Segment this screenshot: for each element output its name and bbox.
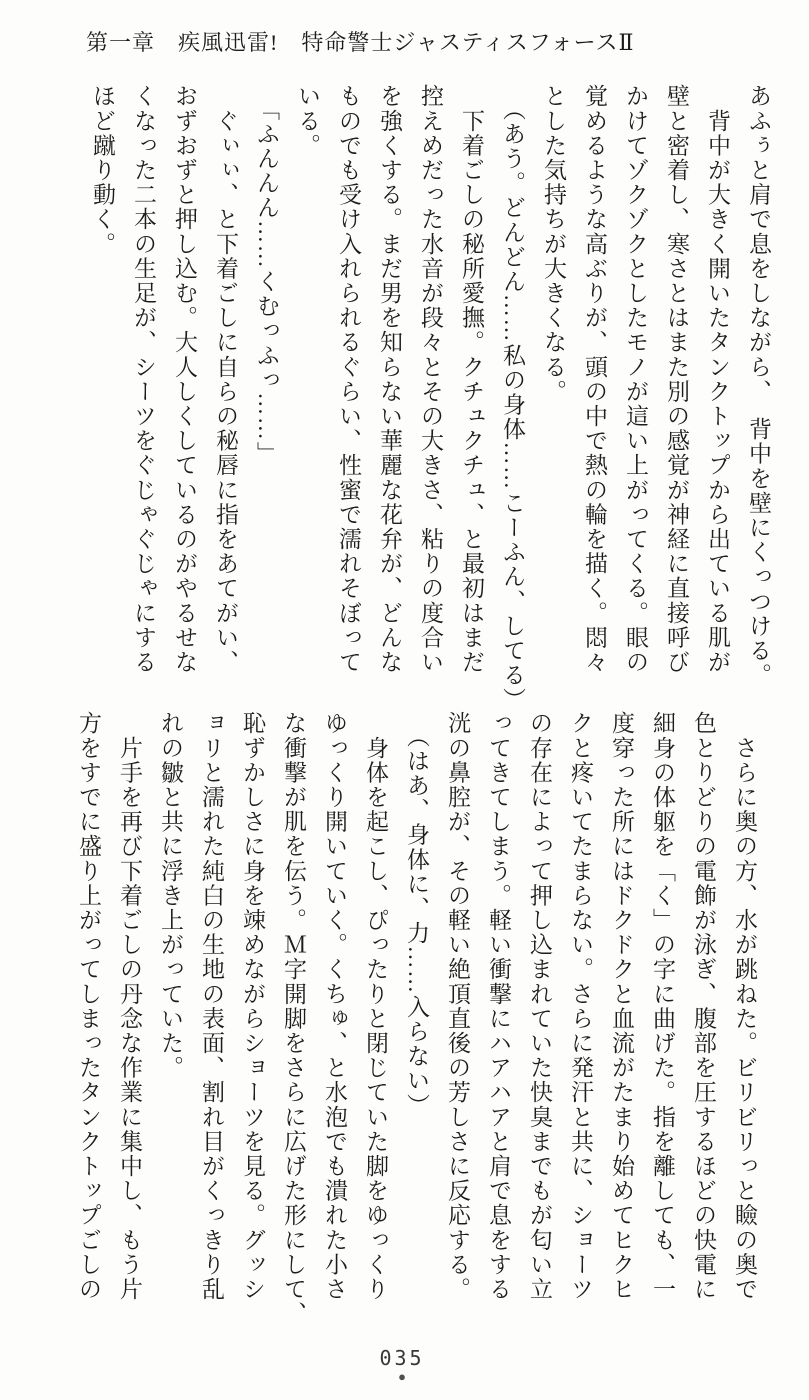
- text-line: れの皺と共に浮き上がっていた。: [158, 711, 183, 1080]
- text-line: 背中が大きく開いたタンクトップから出ている肌が: [705, 84, 730, 675]
- text-line: あふぅと肩で息をしながら、 背中を壁にくっつける。: [746, 84, 771, 688]
- text-line: ものでも受け入れられるぐらい、性蜜で濡れそぼって: [336, 84, 361, 675]
- text-line: な衝撃が肌を伝う。Ｍ字開脚をさらに広げた形にして、: [281, 711, 306, 1326]
- text-line: ゆっくり開いていく。くちゅ、と水泡でも潰れた小さ: [322, 711, 347, 1302]
- text-line: 方をすでに盛り上がってしまったタンクトップごしの: [76, 711, 101, 1302]
- text-line: （あう。どんどん……私の身体……こーふん、してる）: [500, 84, 525, 713]
- text-line: くなった二本の生足が、シーツをぐじゃぐじゃにする: [131, 84, 156, 675]
- text-line: 壁と密着し、寒さとはまた別の感覚が神経に直接呼び: [664, 84, 689, 675]
- text-line: 控えめだった水音が段々とその大きさ、粘りの度合い: [418, 84, 443, 675]
- text-line: ぐぃぃ、と下着ごしに自らの秘唇に指をあてがい、: [213, 84, 238, 675]
- text-line: 細身の体躯を「く」の字に曲げた。指を離しても、一: [650, 711, 675, 1302]
- text-line: ほど蹴り動く。: [90, 84, 115, 257]
- text-line: 色とりどりの電飾が泳ぎ、腹部を圧するほどの快電に: [691, 711, 716, 1302]
- text-line: いる。: [295, 84, 320, 158]
- text-line: 身体を起こし、ぴったりと閉じていた脚をゆっくり: [363, 711, 388, 1302]
- text-block-upper: [82, 84, 779, 734]
- page-number: 035: [379, 1346, 425, 1370]
- text-line: さらに奥の方、水が跳ねた。ビリビリっと瞼の奥で: [732, 711, 757, 1302]
- text-line: とした気持ちが大きくなる。: [541, 84, 566, 404]
- text-line: の存在によって押し込まれていた快臭までもが匂い立: [527, 711, 552, 1302]
- text-line: を強くする。まだ男を知らない華麗な花弁が、どんな: [377, 84, 402, 675]
- chapter-header: 第一章 疾風迅雷! 特命警士ジャスティスフォースⅡ: [86, 30, 635, 55]
- text-line: （はあ、身体に、力……入らない）: [404, 711, 429, 1118]
- text-block-lower: [68, 711, 765, 1345]
- text-line: 洸の鼻腔が、その軽い絶頂直後の芳しさに反応する。: [445, 711, 470, 1302]
- text-line: 度穿った所にはドクドクと血流がたまり始めてヒクヒ: [609, 711, 634, 1302]
- text-line: 「ふんんん……くむっふっ……」: [254, 84, 279, 467]
- text-line: ってきてしまう。軽い衝撃にハアハアと肩で息をする: [486, 711, 511, 1302]
- text-line: 下着ごしの秘所愛撫。クチュクチュ、と最初はまだ: [459, 84, 484, 675]
- text-line: おずおずと押し込む。大人しくしているのがやるせな: [172, 84, 197, 675]
- text-line: 恥ずかしさに身を竦めながらショーツを見る。グッシ: [240, 711, 265, 1302]
- text-line: クと疼いてたまらない。さらに発汗と共に、ショーツ: [568, 711, 593, 1302]
- page-marker-dot-icon: ●: [398, 1369, 406, 1384]
- text-line: かけてゾクゾクとしたモノが這い上がってくる。眼の: [623, 84, 648, 675]
- text-line: 片手を再び下着ごしの丹念な作業に集中し、もう片: [117, 711, 142, 1302]
- page-footer: [352, 1346, 452, 1383]
- text-line: 覚めるような高ぶりが、頭の中で熱の輪を描く。悶々: [582, 84, 607, 675]
- text-line: ョリと濡れた純白の生地の表面、割れ目がくっきり乱: [199, 711, 224, 1302]
